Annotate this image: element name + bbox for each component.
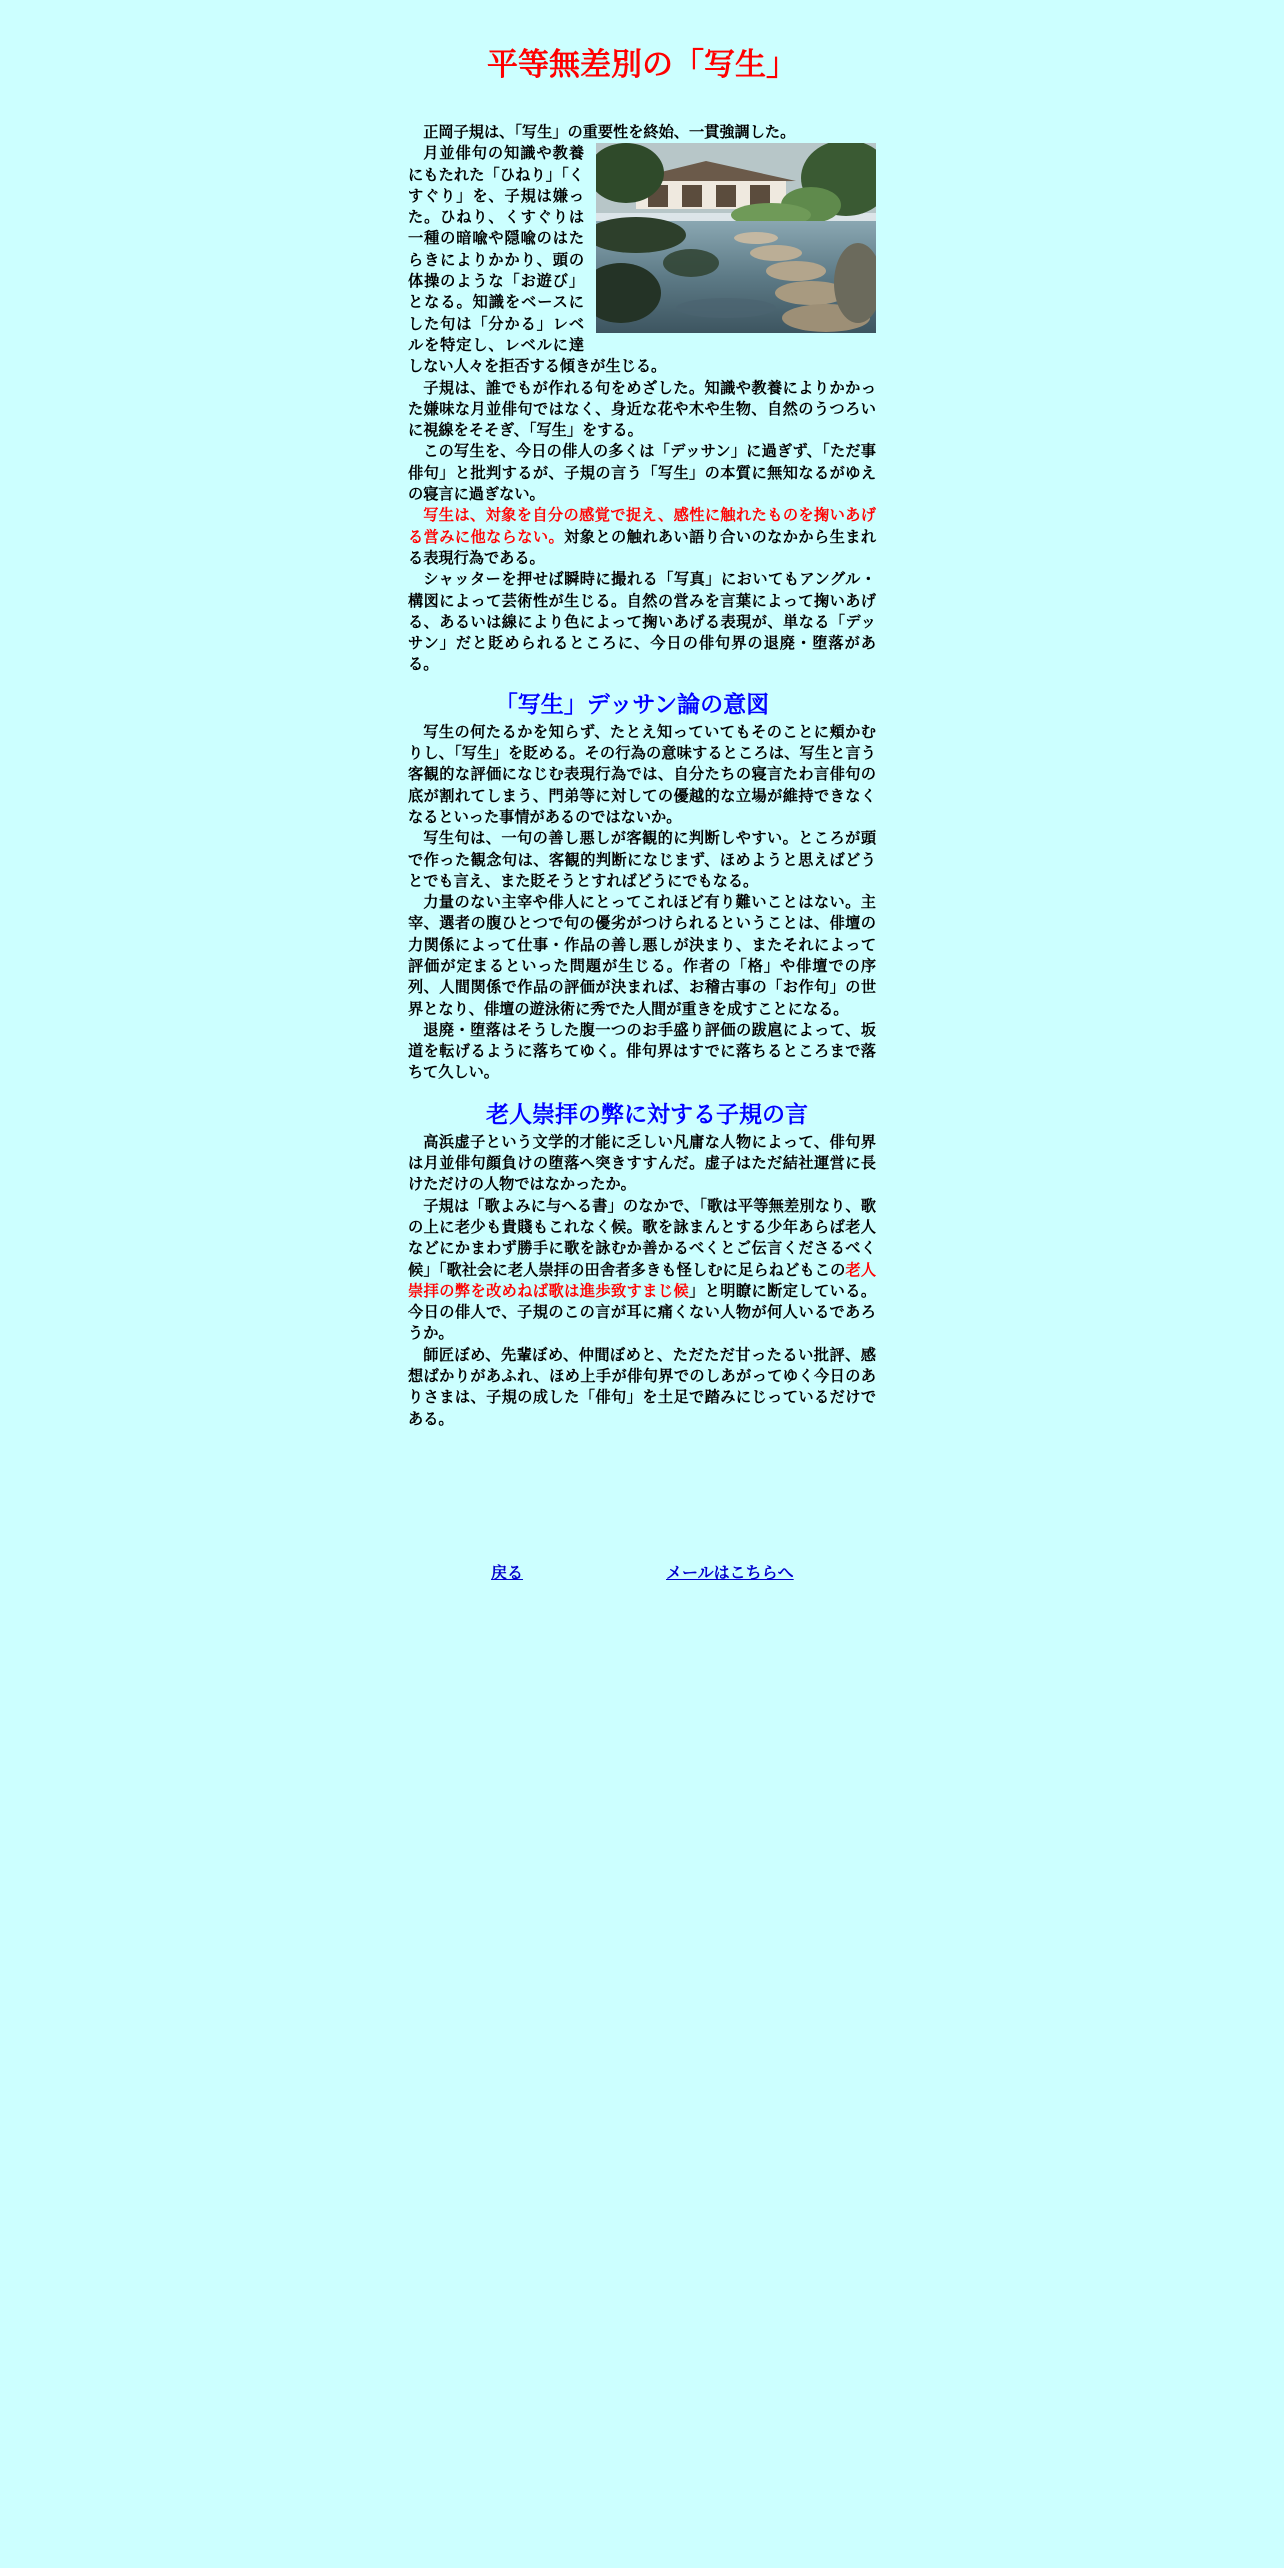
garden-pond-photo — [596, 143, 876, 333]
mail-link[interactable]: メールはこちらへ — [666, 1563, 794, 1582]
paragraph: 力量のない主宰や俳人にとってこれほど有り難いことはない。主宰、選者の腹ひとつで句の優劣がつけられるということは、俳壇の力関係によって仕事・作品の善し悪しが決まり、またそれによって評価が定まるといった問題が生じる。作者の「格」や俳壇での序列、人間関係で作品の評価が決まれば、お稽古事の「お作句」の世界となり、俳壇の遊泳術に秀でた人間が重きを成すことになる。 — [408, 893, 877, 1018]
page-title: 平等無差別の「写生」 — [487, 47, 797, 83]
paragraph: 写生句は、一句の善し悪しが客観的に判断しやすい。ところが頭で作った観念句は、客観的判断になじまず、ほめようと思えばどうとでも言え、また貶そうとすればどうにでもなる。 — [408, 829, 876, 890]
paragraph: 子規は「歌よみに与へる書」のなかで、「歌は平等無差別なり、歌の上に老少も貴賤もこれなく候。歌を詠まんとする少年あらば老人などにかまわず勝手に歌を詠むか善かるべくとご伝言くださるべく候」「歌社会に老人崇拝の田舎者多きも怪しむに足らねどもこの老人崇拝の弊を改めねば歌は進歩致すまじ候」と明瞭に断定している。今日の俳人で、子規のこの言が耳に痛くない人物が何人いるであろうか。 — [408, 1196, 877, 1343]
back-link[interactable]: 戻る — [491, 1563, 524, 1582]
footer-links — [408, 1560, 876, 1584]
section-heading: 「写生」デッサン論の意図 — [494, 691, 770, 718]
section-heading: 老人崇拝の弊に対する子規の言 — [486, 1101, 808, 1128]
paragraph: 月並俳句の知識や教養にもたれた「ひねり」「くすぐり」を、子規は嫌った。ひねり、くすぐりは一種の暗喩や隠喩のはたらきによりかかり、頭の体操のような「お遊び」となる。知識をベースにした句は「分かる」レベルを特定し、レベルに達しない人々を拒否する傾きが生じる。 — [408, 143, 876, 377]
paragraph: 高浜虚子という文学的才能に乏しい凡庸な人物によって、俳句界は月並俳句顔負けの堕落へ突きすすんだ。虚子はただ結社運営に長けただけの人物ではなかったか。 — [408, 1132, 876, 1194]
paragraph: 子規は、誰でもが作れる句をめざした。知識や教養によりかかった嫌味な月並俳句ではなく、身近な花や木や生物、自然のうつろいに視線をそそぎ、「写生」をする。 — [408, 378, 876, 440]
paragraph: 正岡子規は、「写生」の重要性を終始、一貫強調した。 — [423, 123, 796, 141]
paragraph: この写生を、今日の俳人の多くは「デッサン」に過ぎず、「ただ事俳句」と批判するが、子規の言う「写生」の本質に無知なるがゆえの寝言に過ぎない。 — [408, 442, 876, 504]
paragraph: 師匠ぼめ、先輩ぼめ、仲間ぼめと、ただただ甘ったるい批評、感想ばかりがあふれ、ほめ上手が俳句界でのしあがってゆく今日のありさまは、子規の成した「俳句」を土足で踏みにじっているだけである。 — [408, 1345, 876, 1428]
highlighted-text: 老人崇拝の弊を改めねば歌は進歩致すまじ候 — [408, 1260, 877, 1300]
paragraph: 写生は、対象を自分の感覚で捉え、感性に触れたものを掬いあげる営みに他ならない。対象との触れあい語り合いのなかから生まれる表現行為である。 — [408, 506, 877, 567]
paragraph: 写生の何たるかを知らず、たとえ知っていてもそのことに頬かむりし、「写生」を貶める。その行為の意味するところは、写生と言う客観的な評価になじむ表現行為では、自分たちの寝言たわ言俳句の底が割れてしまう、門弟等に対しての優越的な立場が維持できなくなるといった事情があるのではないか。 — [408, 722, 876, 826]
highlighted-text: 写生は、対象を自分の感覚で捉え、感性に触れたものを掬いあげる営みに他ならない。 — [408, 506, 876, 546]
paragraph: 退廃・堕落はそうした腹一つのお手盛り評価の跋扈によって、坂道を転げるように落ちてゆく。俳句界はすでに落ちるところまで落ちて久しい。 — [408, 1020, 876, 1082]
paragraph: シャッターを押せば瞬時に撮れる「写真」においてもアングル・構図によって芸術性が生じる。自然の営みを言葉によって掬いあげる、あるいは線により色によって掬いあげる表現が、単なる「デッサン」だと貶められるところに、今日の俳句界の退廃・堕落がある。 — [408, 570, 876, 674]
page-content — [408, 40, 877, 1582]
